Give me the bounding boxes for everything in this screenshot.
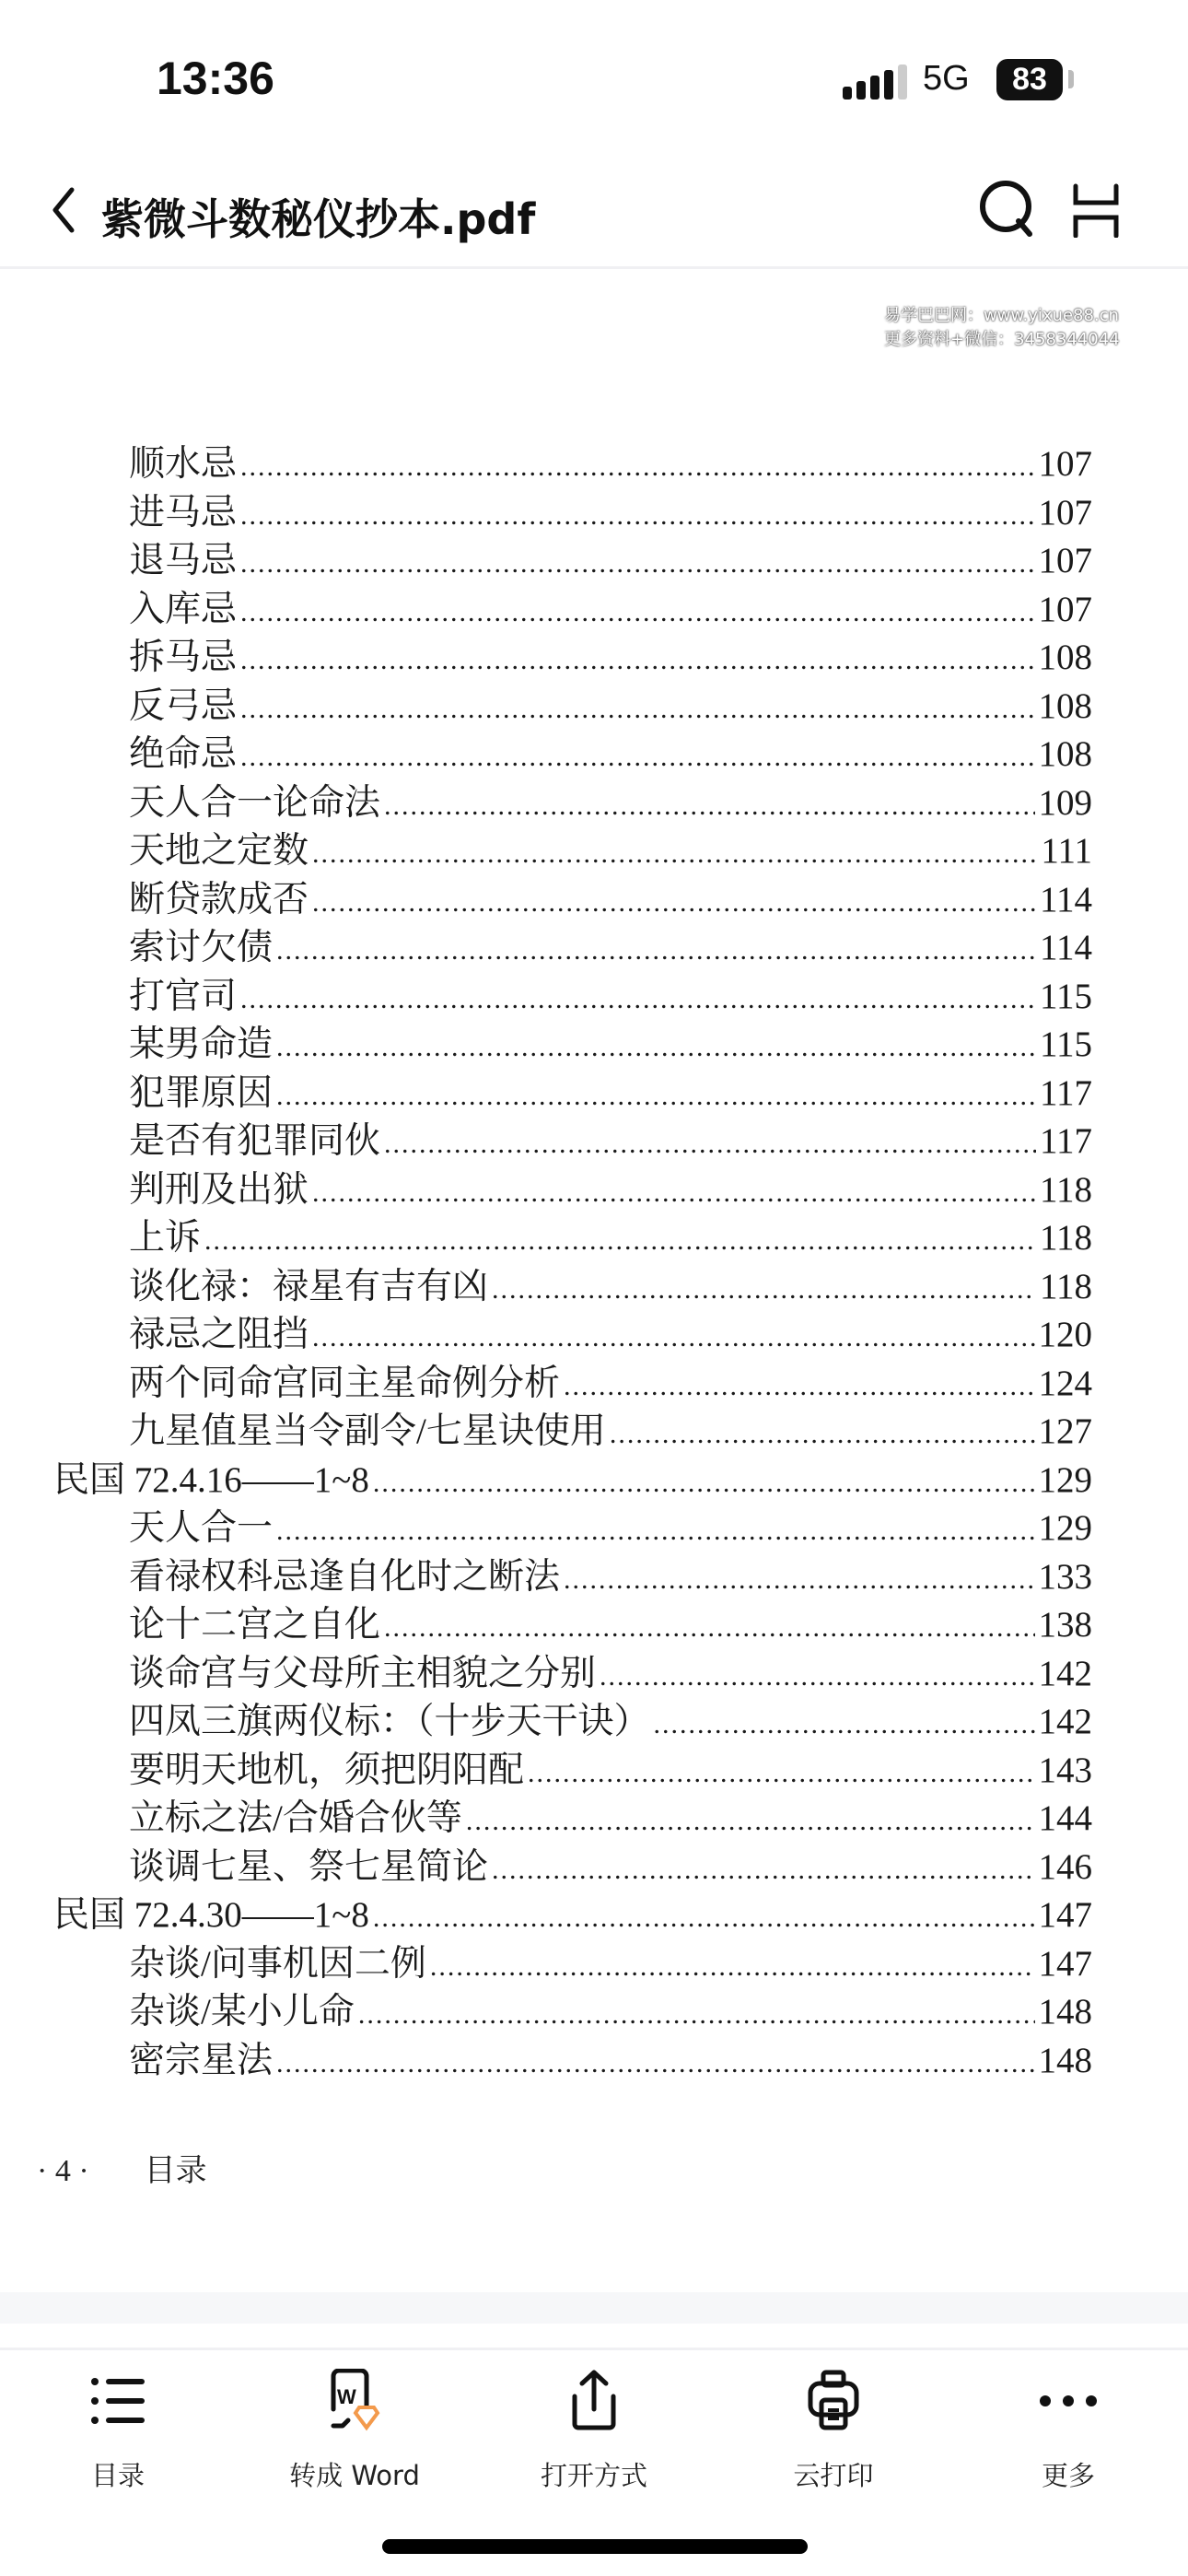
watermark: [884, 304, 1120, 352]
toc-entry[interactable]: [129, 1596, 1092, 1644]
battery-icon: 83: [996, 59, 1063, 100]
toc-entry-page: 118: [1039, 1169, 1092, 1210]
dot-leader: [240, 984, 1036, 1015]
watermark-line: 易学巴巴网：www.yixue88.cn: [884, 306, 1119, 325]
toc-entry[interactable]: [129, 1983, 1092, 2031]
status-time: 13:36: [157, 53, 274, 104]
dot-leader: [312, 838, 1037, 870]
dot-leader: [276, 1032, 1036, 1063]
toc-entry-title: 天地之定数: [129, 831, 309, 871]
toc-entry-title: 两个同命宫同主星命例分析: [129, 1363, 561, 1403]
toc-entry-title: 反弓忌: [129, 685, 238, 726]
dot-leader: [600, 1661, 1034, 1692]
toc-entry-page: 144: [1038, 1798, 1092, 1838]
toc-button[interactable]: [35, 2369, 201, 2493]
toc-entry[interactable]: [129, 1741, 1092, 1789]
toc-entry[interactable]: [129, 1161, 1092, 1209]
toc-entry-title: 禄忌之阻挡: [129, 1315, 309, 1354]
toc-entry-page: 133: [1038, 1556, 1092, 1597]
open-with-button[interactable]: [511, 2369, 677, 2493]
toc-entry[interactable]: [129, 1402, 1092, 1450]
toc-entry-title: 天人合一论命法: [129, 782, 381, 823]
toc-entry-page: 147: [1038, 1895, 1092, 1935]
toc-entry-page: 127: [1038, 1411, 1092, 1451]
toc-entry-title: 判刑及出狱: [129, 1169, 309, 1210]
dot-leader: [564, 1564, 1034, 1596]
toc-entry[interactable]: [129, 532, 1092, 580]
nav-bar: [0, 166, 1188, 269]
dot-leader: [492, 1855, 1034, 1886]
toc-entry[interactable]: [129, 1064, 1092, 1112]
back-icon[interactable]: [44, 182, 81, 238]
dot-leader: [312, 1322, 1034, 1353]
toc-entry-title: 上诉: [129, 1218, 202, 1258]
dot-leader: [430, 1951, 1035, 1983]
toc-entry-title: 索讨欠债: [129, 928, 274, 967]
list-icon: [86, 2369, 150, 2433]
home-indicator[interactable]: [382, 2539, 808, 2554]
signal-icon: [843, 64, 907, 100]
svg-text:W: W: [337, 2385, 356, 2408]
toc-entry[interactable]: [129, 871, 1092, 919]
toc-entry-title: 断贷款成否: [129, 879, 309, 919]
toc-entry-page: 146: [1038, 1846, 1092, 1887]
printer-icon: [801, 2369, 866, 2433]
page-footer: [37, 2145, 262, 2190]
toc-entry-title: 拆马忌: [129, 638, 238, 677]
dot-leader: [358, 1999, 1035, 2031]
share-icon: [562, 2369, 626, 2433]
toc-entry-title: 退马忌: [129, 541, 238, 580]
toc-entry[interactable]: [129, 628, 1092, 676]
toc-entry-page: 129: [1038, 1508, 1092, 1548]
toc-entry-title: 密宗星法: [129, 2040, 274, 2080]
toc-entry-page: 120: [1038, 1315, 1092, 1354]
toc-entry-page: 148: [1038, 1992, 1092, 2032]
toc-entry-title: 九星值星当令副令/七星诀使用: [129, 1411, 606, 1451]
status-bar: [0, 0, 1188, 147]
toc-entry-page: 107: [1038, 444, 1092, 484]
toc-entry-page: 107: [1038, 541, 1092, 580]
toc-entry-title: 绝命忌: [129, 734, 238, 774]
dot-leader: [276, 935, 1036, 966]
toc-entry[interactable]: [129, 1015, 1092, 1063]
toc-entry-page: 111: [1041, 831, 1092, 871]
network-type: 5G: [923, 59, 970, 98]
toc-entry-title: 论十二宫之自化: [129, 1605, 381, 1645]
dot-leader: [240, 645, 1034, 676]
toolbar-label: 云打印: [793, 2460, 874, 2491]
toc-entry-page: 129: [1038, 1459, 1092, 1500]
toc-entry-title: 进马忌: [129, 492, 238, 533]
toc-entry[interactable]: [129, 1258, 1092, 1306]
dot-leader: [492, 1274, 1036, 1306]
toc-entry-page: 117: [1039, 1121, 1092, 1161]
toc-entry-title: 看禄权科忌逢自化时之断法: [129, 1556, 561, 1597]
toc-entry[interactable]: [53, 1451, 1092, 1499]
toc-entry-title: 天人合一: [129, 1508, 274, 1548]
toc-entry-page: 109: [1038, 782, 1092, 823]
dot-leader: [384, 790, 1034, 822]
toc-entry-title: 民国 72.4.30——1~8: [53, 1895, 369, 1935]
toc-entry-title: 民国 72.4.16——1~8: [53, 1459, 369, 1500]
toc-entry-title: 某男命造: [129, 1025, 274, 1064]
toc-entry-title: 谈调七星、祭七星简论: [129, 1846, 489, 1887]
toc-entry[interactable]: [129, 774, 1092, 822]
dot-leader: [564, 1371, 1034, 1402]
toc-entry[interactable]: [129, 822, 1092, 870]
toc-entry[interactable]: [129, 1838, 1092, 1886]
toc-entry-title: 入库忌: [129, 589, 238, 629]
dot-leader: [528, 1758, 1034, 1789]
toc-entry-page: 115: [1039, 976, 1092, 1016]
dot-leader: [240, 451, 1034, 483]
toolbar-label: 更多: [1041, 2460, 1095, 2491]
toc-entry-page: 143: [1038, 1750, 1092, 1790]
toc-entry[interactable]: [129, 1645, 1092, 1692]
toc-entry-page: 107: [1038, 492, 1092, 533]
toc-entry-title: 要明天地机，须把阴阳配: [129, 1750, 525, 1790]
toc-entry-title: 打官司: [129, 976, 238, 1016]
watermark-line: 更多资料+微信：3458344044: [884, 330, 1120, 349]
toc-entry-page: 124: [1038, 1363, 1092, 1403]
toc-entry-title: 杂谈/某小儿命: [129, 1992, 355, 2032]
pdf-page: [0, 273, 1188, 2290]
toc-entry[interactable]: [129, 1548, 1092, 1596]
toc-entry-page: 118: [1039, 1266, 1092, 1306]
toc-entry-page: 138: [1038, 1605, 1092, 1645]
toc-entry-page: 118: [1039, 1218, 1092, 1258]
section-name: 目录: [144, 2154, 207, 2188]
dot-leader: [204, 1225, 1036, 1257]
toc-entry-title: 四凤三旗两仪标：（十步天干诀）: [129, 1702, 650, 1741]
dot-leader: [240, 500, 1034, 532]
toc-entry[interactable]: [129, 2032, 1092, 2079]
collapse-icon[interactable]: [1068, 182, 1124, 238]
toolbar-label: 目录: [90, 2460, 145, 2491]
toc-entry[interactable]: [129, 1306, 1092, 1353]
toc-entry-page: 107: [1038, 589, 1092, 629]
cloud-print-button[interactable]: [751, 2369, 916, 2493]
toc-entry-title: 是否有犯罪同伙: [129, 1121, 381, 1161]
document-title: 紫微斗数秘仪抄本.pdf: [101, 194, 536, 244]
dot-leader: [384, 1129, 1036, 1160]
dot-leader: [276, 1081, 1036, 1112]
more-icon: [1036, 2369, 1101, 2433]
toc-entry[interactable]: [129, 1499, 1092, 1547]
toc-entry[interactable]: [129, 1112, 1092, 1160]
toc-entry-page: 148: [1038, 2040, 1092, 2080]
dot-leader: [240, 597, 1034, 628]
page-number: · 4 ·: [37, 2154, 89, 2188]
toolbar-label: 转成 Word: [289, 2460, 420, 2491]
toc-entry[interactable]: [129, 1789, 1092, 1837]
dot-leader: [373, 1468, 1035, 1499]
convert-word-button[interactable]: [272, 2369, 437, 2493]
toc-entry[interactable]: [129, 1354, 1092, 1402]
toc-entry-page: 108: [1038, 638, 1092, 677]
toc-entry-page: 147: [1038, 1943, 1092, 1984]
toc-entry-page: 142: [1038, 1653, 1092, 1693]
toc-entry-page: 108: [1038, 685, 1092, 726]
word-convert-icon: [322, 2369, 387, 2433]
dot-leader: [240, 548, 1034, 580]
search-icon[interactable]: [976, 177, 1041, 241]
page-separator: [0, 2292, 1188, 2324]
toc-entry-title: 谈命宫与父母所主相貌之分别: [129, 1653, 597, 1693]
toc-entry[interactable]: [129, 435, 1092, 483]
toc-entry-page: 115: [1039, 1025, 1092, 1064]
dot-leader: [240, 694, 1034, 725]
toc-entry-page: 114: [1039, 879, 1092, 919]
toc-entry[interactable]: [129, 677, 1092, 725]
toc-entry-title: 谈化禄：禄星有吉有凶: [129, 1266, 489, 1306]
toc-entry-title: 立标之法/合婚合伙等: [129, 1798, 462, 1838]
dot-leader: [312, 887, 1036, 919]
toc-entry-page: 142: [1038, 1702, 1092, 1741]
dot-leader: [466, 1806, 1035, 1837]
toc-entry[interactable]: [129, 484, 1092, 532]
dot-leader: [654, 1709, 1035, 1740]
toc-entry-page: 114: [1039, 928, 1092, 967]
toc-entry-title: 顺水忌: [129, 444, 238, 484]
toc-entry[interactable]: [53, 1886, 1092, 1934]
toc-entry[interactable]: [129, 1209, 1092, 1257]
dot-leader: [240, 742, 1034, 773]
toc-entry[interactable]: [129, 1692, 1092, 1740]
more-button[interactable]: [985, 2369, 1151, 2493]
toc-entry[interactable]: [129, 967, 1092, 1015]
dot-leader: [312, 1177, 1036, 1209]
dot-leader: [276, 2048, 1034, 2079]
toc-entry[interactable]: [129, 919, 1092, 966]
dot-leader: [610, 1419, 1035, 1450]
toc-entry[interactable]: [129, 1935, 1092, 1983]
toc-entry-page: 108: [1038, 734, 1092, 774]
dot-leader: [276, 1516, 1034, 1547]
dot-leader: [373, 1903, 1035, 1934]
toc-entry[interactable]: [129, 725, 1092, 773]
toc-entry-title: 犯罪原因: [129, 1072, 274, 1113]
toc-entry-page: 117: [1039, 1072, 1092, 1113]
toolbar-label: 打开方式: [540, 2460, 647, 2491]
toc-entry[interactable]: [129, 580, 1092, 628]
toc-entry-title: 杂谈/问事机因二例: [129, 1943, 426, 1984]
dot-leader: [384, 1612, 1034, 1644]
